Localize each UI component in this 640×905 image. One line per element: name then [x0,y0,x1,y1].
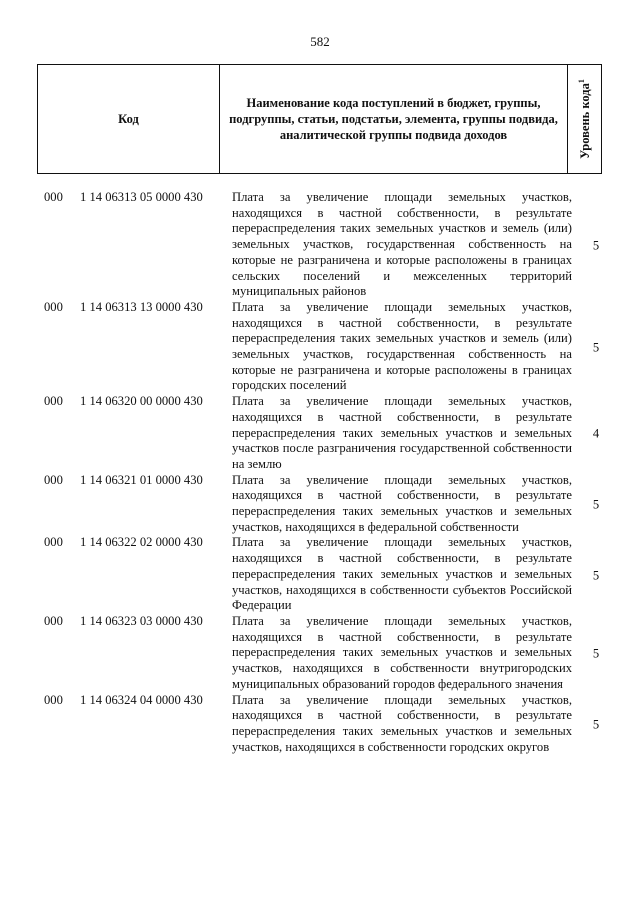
header-name: Наименование кода поступлений в бюджет, группы, подгруппы, статьи, подстатьи, элемента, группы подвида, аналитической группы подвида доходов [220,65,568,173]
header-level [568,65,601,173]
row-code: 1 14 06313 05 0000 430 [80,190,203,204]
row-code: 1 14 06324 04 0000 430 [80,692,203,707]
table-row [0,394,640,473]
row-code: 1 14 06322 02 0000 430 [80,535,203,550]
table-header [37,64,602,174]
header-level-label: Уровень кода$^1$ [576,79,592,159]
row-level: 5 [592,568,600,583]
header-level-footnote: 1 [576,79,586,84]
row-code: 1 14 06323 03 0000 430 [80,613,203,628]
row-name: Плата за увеличение площади земельных участков, находящихся в частной собственности, в результате перераспределения таких земельных участков и земельных участков после разграничения государственной собственности на землю [232,394,572,471]
row-prefix: 000 [44,190,63,204]
row-code: 1 14 06321 01 0000 430 [80,472,203,487]
row-prefix: 000 [44,535,63,550]
row-level: 5 [592,717,600,732]
row-name: Плата за увеличение площади земельных участков, находящихся в частной собственности, в результате перераспределения таких земельных участков и земель (или) земельных участков, государственная собственность на которые не разграничена и которые расположены в границах городских поселений [232,299,572,393]
table-row [0,190,640,300]
row-level: 5 [592,497,600,512]
row-code: 1 14 06320 00 0000 430 [80,394,203,409]
row-level: 5 [592,340,600,355]
table-row [0,535,640,614]
row-prefix: 000 [44,299,63,314]
row-level: 5 [592,238,600,253]
row-name: Плата за увеличение площади земельных участков, находящихся в частной собственности, в результате перераспределения таких земельных участков и земель (или) земельных участков, государственная собственность на которые не разграничена и которые расположены в границах сельских поселений и межселенных территорий муниципальных районов [232,190,572,299]
row-code: 1 14 06313 13 0000 430 [80,299,203,314]
row-name: Плата за увеличение площади земельных участков, находящихся в частной собственности, в результате перераспределения таких земельных участков и земельных участков, находящихся в федеральной собственности [232,472,572,534]
row-name: Плата за увеличение площади земельных участков, находящихся в частной собственности, в результате перераспределения таких земельных участков и земельных участков, находящихся в собственности городских округов [232,692,572,754]
table-row [0,300,640,394]
row-prefix: 000 [44,394,63,409]
table-row [0,614,640,693]
table-row [0,473,640,536]
row-prefix: 000 [44,613,63,628]
row-prefix: 000 [44,472,63,487]
row-level: 4 [592,427,600,442]
header-code: Код [38,65,220,173]
row-name: Плата за увеличение площади земельных участков, находящихся в частной собственности, в результате перераспределения таких земельных участков и земельных участков, находящихся в собственности субъектов Российской Федерации [232,535,572,613]
page-number: 582 [310,34,330,49]
table-body [0,190,640,755]
row-name: Плата за увеличение площади земельных участков, находящихся в частной собственности, в результате перераспределения таких земельных участков и земельных участков, находящихся в собственности внутригородских муниципальных образований городов федерального значения [232,613,572,691]
table-row [0,693,640,756]
row-prefix: 000 [44,692,63,707]
row-level: 5 [592,646,600,661]
